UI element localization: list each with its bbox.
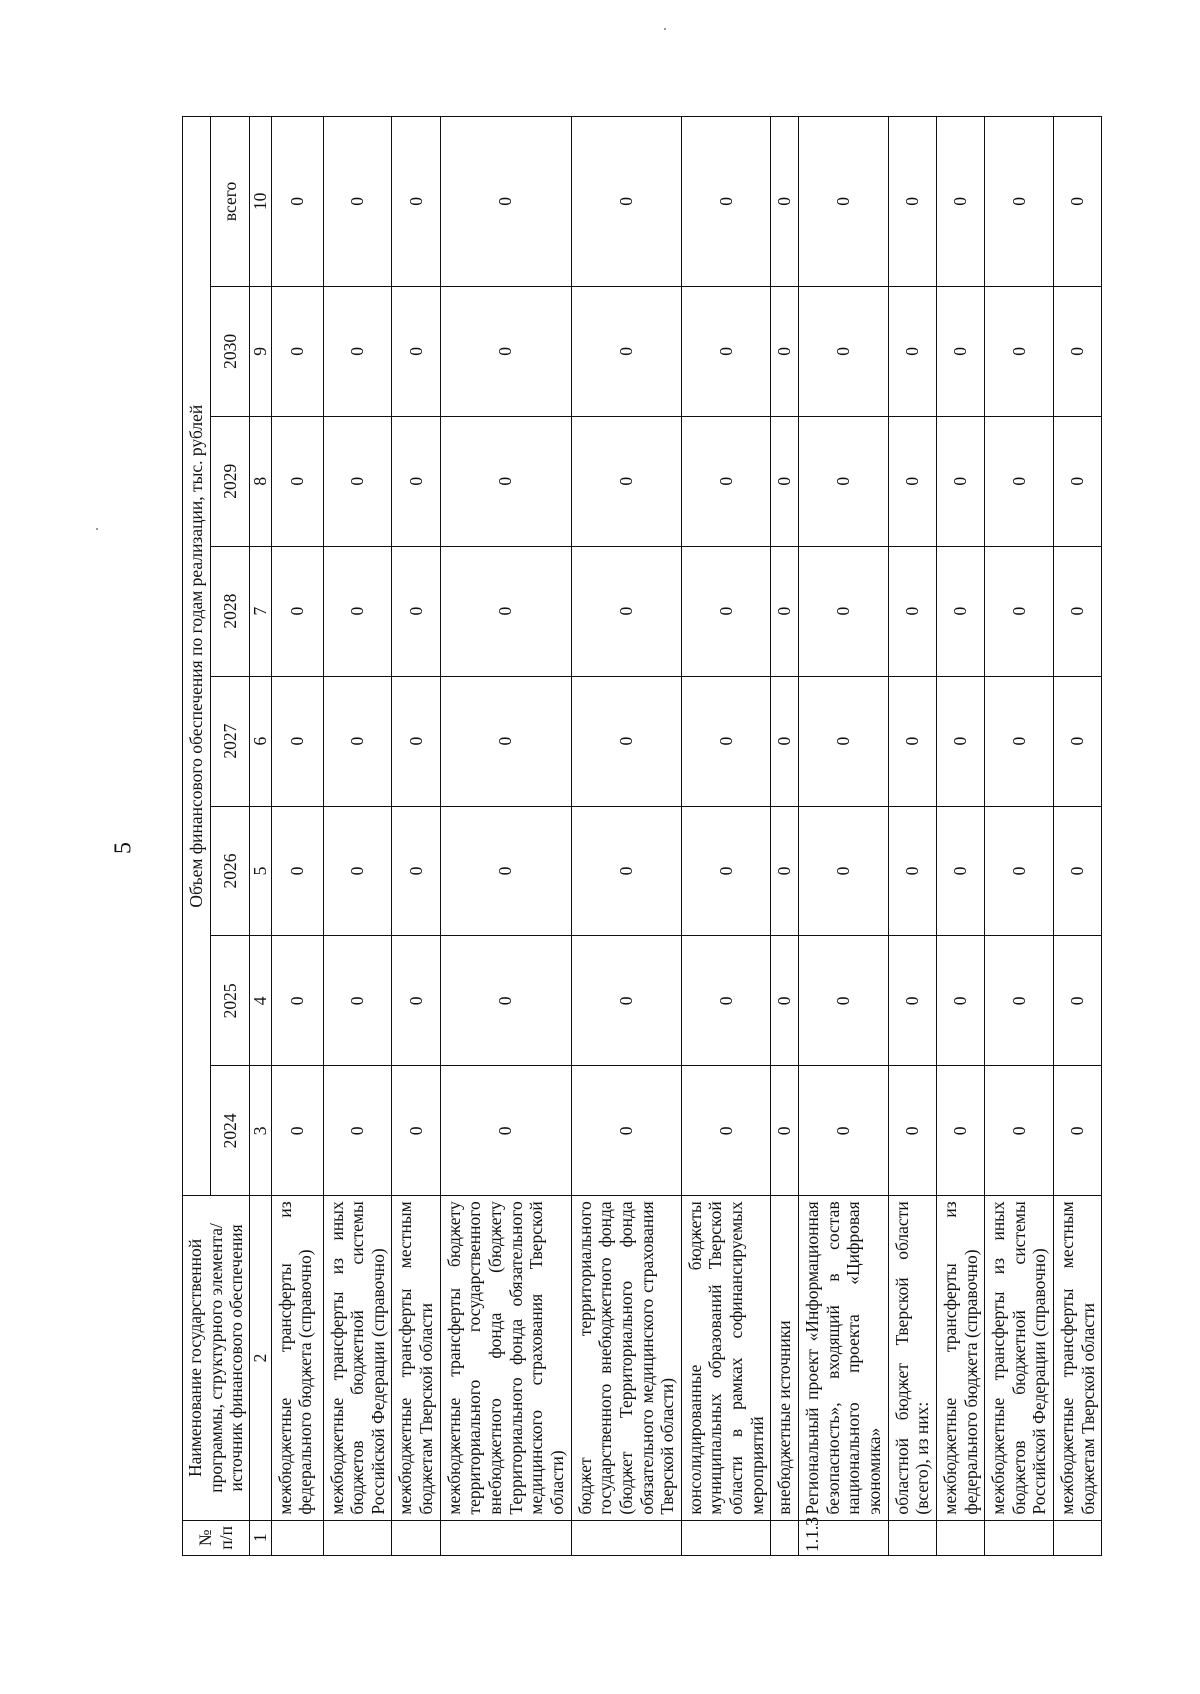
row-value: 0 xyxy=(440,416,571,546)
row-name: межбюджетные трансферты местным бюджетам Тверской области xyxy=(392,1196,440,1520)
row-value: 0 xyxy=(271,936,323,1066)
table-row xyxy=(771,117,799,1556)
row-value: 0 xyxy=(323,806,392,936)
table-row xyxy=(440,117,571,1556)
row-value: 0 xyxy=(1054,1066,1102,1196)
row-value: 0 xyxy=(681,416,771,546)
financing-table xyxy=(182,116,1102,1556)
row-value: 0 xyxy=(681,1066,771,1196)
row-value: 0 xyxy=(771,416,799,546)
page-number: 5 xyxy=(110,842,137,854)
table-row xyxy=(681,117,771,1556)
row-value: 0 xyxy=(936,286,984,416)
row-name: межбюджетные трансферты из иных бюджетов бюджетной системы Российской Федерации (справочно) xyxy=(985,1196,1054,1520)
header-year: 2026 xyxy=(211,806,250,936)
row-value: 0 xyxy=(771,806,799,936)
row-value: 0 xyxy=(392,936,440,1066)
row-value: 0 xyxy=(936,1066,984,1196)
header-year: 2028 xyxy=(211,546,250,676)
row-value: 0 xyxy=(888,117,936,287)
row-value: 0 xyxy=(392,806,440,936)
column-number: 5 xyxy=(249,806,271,936)
column-number: 1 xyxy=(249,1520,271,1555)
table-row xyxy=(323,117,392,1556)
row-value: 0 xyxy=(888,676,936,806)
column-number: 2 xyxy=(249,1196,271,1520)
header-volume: Объем финансового обеспечения по годам реализации, тыс. рублей xyxy=(183,117,211,1196)
row-value: 0 xyxy=(771,936,799,1066)
row-value: 0 xyxy=(323,286,392,416)
scan-speck xyxy=(664,28,666,30)
row-value: 0 xyxy=(888,286,936,416)
header-year: 2027 xyxy=(211,676,250,806)
header-year: 2029 xyxy=(211,416,250,546)
row-name: бюджет территориального государственного внебюджетного фонда (бюджет Территориального фонда обязательного медицинского страхования Тверской области) xyxy=(571,1196,681,1520)
row-number: 1.1.3 xyxy=(799,1520,889,1555)
row-value: 0 xyxy=(1054,286,1102,416)
row-value: 0 xyxy=(571,546,681,676)
header-year: всего xyxy=(211,117,250,287)
row-value: 0 xyxy=(323,546,392,676)
row-number xyxy=(936,1520,984,1555)
row-value: 0 xyxy=(771,117,799,287)
row-value: 0 xyxy=(271,286,323,416)
row-value: 0 xyxy=(936,416,984,546)
row-value: 0 xyxy=(799,117,889,287)
row-value: 0 xyxy=(985,546,1054,676)
row-value: 0 xyxy=(888,416,936,546)
row-value: 0 xyxy=(936,936,984,1066)
row-name: внебюджетные источники xyxy=(771,1196,799,1520)
column-number: 3 xyxy=(249,1066,271,1196)
row-name: межбюджетные трансферты бюджету территориального государственного внебюджетного фонда (бюджету Территориального фонда обязательного медицинского страхования Тверской области) xyxy=(440,1196,571,1520)
table-header xyxy=(183,117,272,1556)
row-value: 0 xyxy=(392,286,440,416)
table-row xyxy=(1054,117,1102,1556)
row-value: 0 xyxy=(323,936,392,1066)
row-value: 0 xyxy=(392,676,440,806)
row-value: 0 xyxy=(888,546,936,676)
table-row xyxy=(571,117,681,1556)
column-number: 7 xyxy=(249,546,271,676)
row-value: 0 xyxy=(440,546,571,676)
row-value: 0 xyxy=(936,117,984,287)
row-number xyxy=(323,1520,392,1555)
row-value: 0 xyxy=(681,117,771,287)
row-name: консолидированные бюджеты муниципальных образований Тверской области в рамках софинансируемых мероприятий xyxy=(681,1196,771,1520)
row-value: 0 xyxy=(985,416,1054,546)
row-value: 0 xyxy=(440,1066,571,1196)
row-value: 0 xyxy=(440,117,571,287)
row-value: 0 xyxy=(1054,676,1102,806)
row-value: 0 xyxy=(1054,416,1102,546)
column-number: 4 xyxy=(249,936,271,1066)
column-number: 8 xyxy=(249,416,271,546)
row-name: областной бюджет Тверской области (всего), из них: xyxy=(888,1196,936,1520)
column-number: 6 xyxy=(249,676,271,806)
row-value: 0 xyxy=(271,806,323,936)
row-number xyxy=(771,1520,799,1555)
row-value: 0 xyxy=(271,676,323,806)
row-value: 0 xyxy=(985,806,1054,936)
row-value: 0 xyxy=(271,117,323,287)
table-row xyxy=(799,117,889,1556)
row-value: 0 xyxy=(571,286,681,416)
row-value: 0 xyxy=(571,676,681,806)
row-value: 0 xyxy=(571,936,681,1066)
row-value: 0 xyxy=(985,117,1054,287)
row-value: 0 xyxy=(323,416,392,546)
row-number xyxy=(888,1520,936,1555)
row-name: межбюджетные трансферты из федерального бюджета (справочно) xyxy=(271,1196,323,1520)
table-body xyxy=(271,117,1102,1556)
row-value: 0 xyxy=(440,806,571,936)
row-number xyxy=(392,1520,440,1555)
row-value: 0 xyxy=(271,1066,323,1196)
row-value: 0 xyxy=(936,676,984,806)
row-value: 0 xyxy=(985,676,1054,806)
column-number: 9 xyxy=(249,286,271,416)
row-value: 0 xyxy=(440,936,571,1066)
row-value: 0 xyxy=(323,676,392,806)
table-row xyxy=(888,117,936,1556)
row-number xyxy=(1054,1520,1102,1555)
row-value: 0 xyxy=(392,416,440,546)
row-value: 0 xyxy=(888,1066,936,1196)
row-value: 0 xyxy=(271,546,323,676)
row-value: 0 xyxy=(936,806,984,936)
row-number xyxy=(571,1520,681,1555)
row-value: 0 xyxy=(271,416,323,546)
row-value: 0 xyxy=(681,806,771,936)
row-value: 0 xyxy=(440,286,571,416)
row-value: 0 xyxy=(323,1066,392,1196)
row-number xyxy=(985,1520,1054,1555)
row-value: 0 xyxy=(681,676,771,806)
header-name: Наименование государственной программы, структурного элемента/источник финансового обеспечения xyxy=(183,1196,250,1520)
row-name: межбюджетные трансферты из федерального бюджета (справочно) xyxy=(936,1196,984,1520)
row-value: 0 xyxy=(1054,936,1102,1066)
row-value: 0 xyxy=(799,416,889,546)
row-value: 0 xyxy=(936,546,984,676)
row-value: 0 xyxy=(1054,117,1102,287)
row-value: 0 xyxy=(681,546,771,676)
row-value: 0 xyxy=(799,936,889,1066)
row-value: 0 xyxy=(771,286,799,416)
row-value: 0 xyxy=(799,286,889,416)
row-value: 0 xyxy=(681,936,771,1066)
scan-speck xyxy=(96,528,98,530)
row-value: 0 xyxy=(323,117,392,287)
row-value: 0 xyxy=(799,676,889,806)
row-value: 0 xyxy=(571,1066,681,1196)
row-value: 0 xyxy=(888,936,936,1066)
row-value: 0 xyxy=(771,1066,799,1196)
row-number xyxy=(271,1520,323,1555)
row-value: 0 xyxy=(985,1066,1054,1196)
table-row xyxy=(985,117,1054,1556)
rotated-table-wrapper xyxy=(182,116,1098,1556)
header-number: № п/п xyxy=(183,1520,250,1555)
row-value: 0 xyxy=(1054,806,1102,936)
row-value: 0 xyxy=(392,546,440,676)
row-value: 0 xyxy=(985,936,1054,1066)
row-number xyxy=(681,1520,771,1555)
row-value: 0 xyxy=(1054,546,1102,676)
row-value: 0 xyxy=(771,676,799,806)
row-value: 0 xyxy=(985,286,1054,416)
row-value: 0 xyxy=(571,416,681,546)
row-name: межбюджетные трансферты из иных бюджетов бюджетной системы Российской Федерации (справочно) xyxy=(323,1196,392,1520)
table-row xyxy=(392,117,440,1556)
row-value: 0 xyxy=(392,1066,440,1196)
row-value: 0 xyxy=(571,806,681,936)
row-value: 0 xyxy=(440,676,571,806)
table-row xyxy=(271,117,323,1556)
header-year: 2024 xyxy=(211,1066,250,1196)
row-value: 0 xyxy=(799,806,889,936)
row-value: 0 xyxy=(799,546,889,676)
table-row xyxy=(936,117,984,1556)
row-name: межбюджетные трансферты местным бюджетам Тверской области xyxy=(1054,1196,1102,1520)
row-value: 0 xyxy=(681,286,771,416)
row-number xyxy=(440,1520,571,1555)
row-value: 0 xyxy=(571,117,681,287)
row-value: 0 xyxy=(888,806,936,936)
column-number: 10 xyxy=(249,117,271,287)
row-value: 0 xyxy=(771,546,799,676)
row-value: 0 xyxy=(799,1066,889,1196)
header-year: 2030 xyxy=(211,286,250,416)
row-value: 0 xyxy=(392,117,440,287)
row-name: Региональный проект «Информационная безопасность», входящий в состав национального проекта «Цифровая экономика» xyxy=(799,1196,889,1520)
header-year: 2025 xyxy=(211,936,250,1066)
